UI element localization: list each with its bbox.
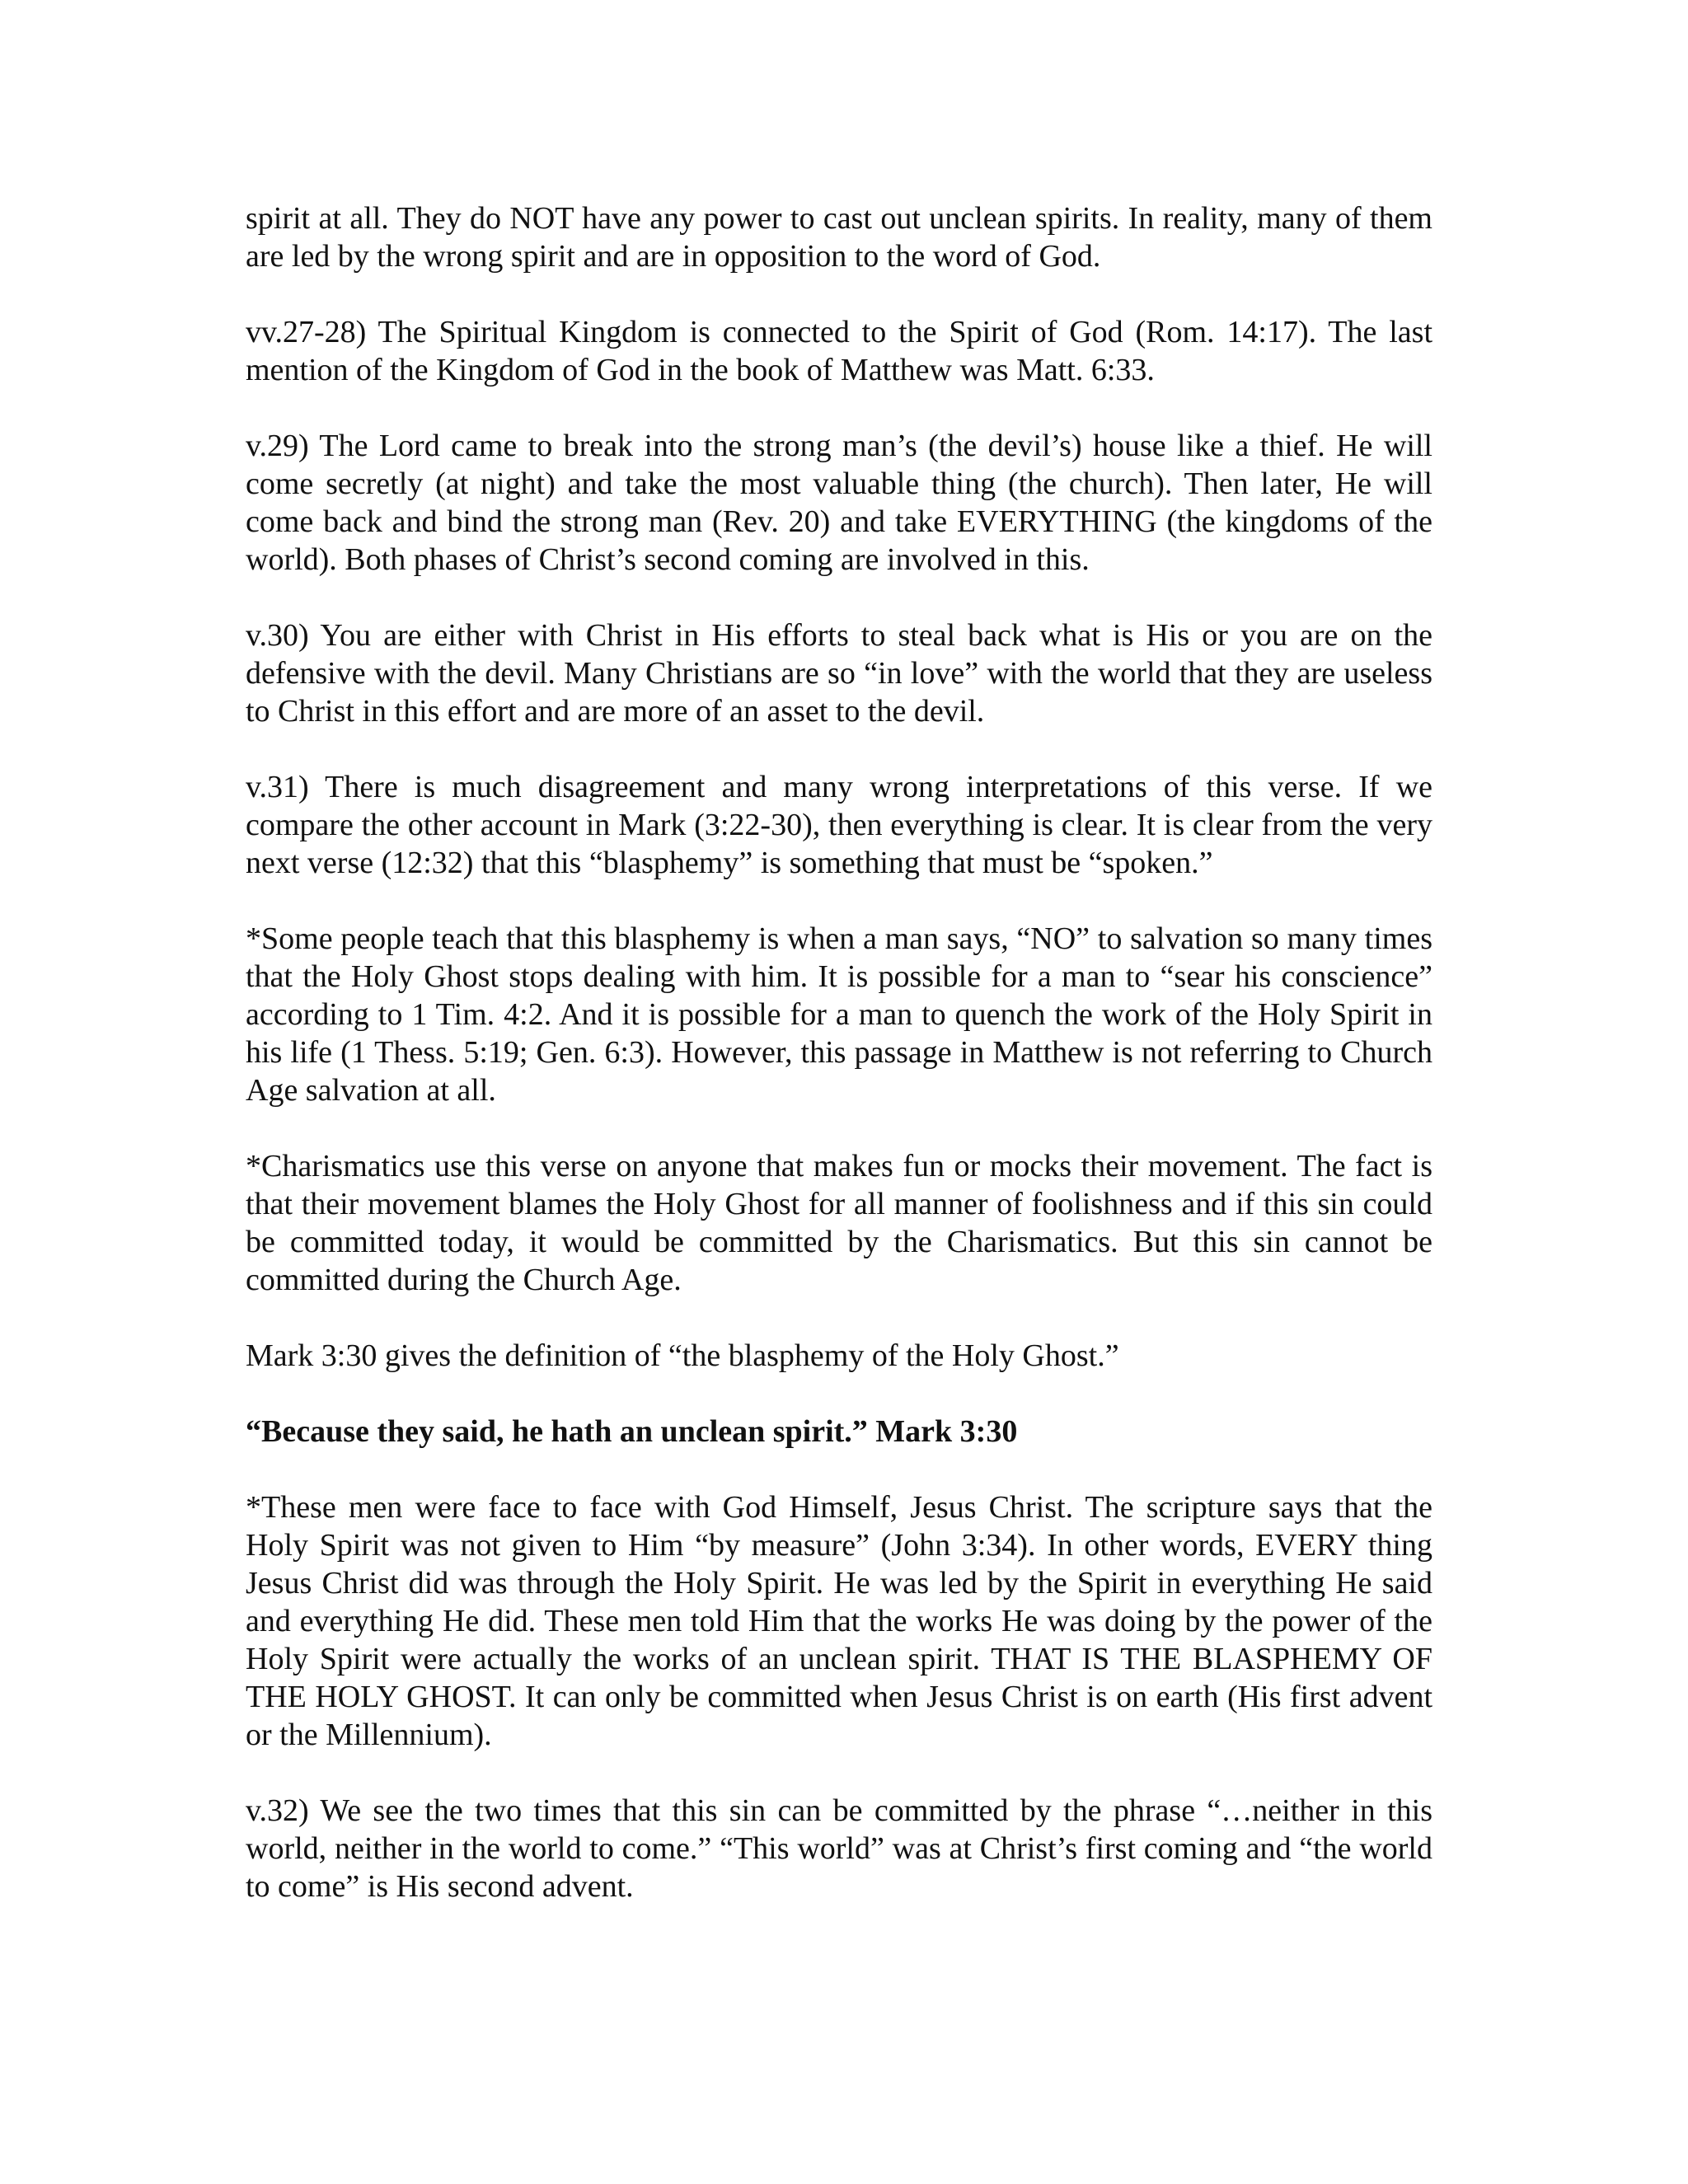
paragraph-spirit-at-all: spirit at all. They do NOT have any power to cast out unclean spirits. In reality, many of them are led by the wrong spirit and are in opposition to the word of God. bbox=[246, 201, 1432, 274]
paragraph-charismatics: *Charismatics use this verse on anyone that makes fun or mocks their movement. The fact is that their movement blames the Holy Ghost for all manner of foolishness and if this sin could be committed today, it would be committed by the Charismatics. But this sin cannot be committed during the Church Age. bbox=[246, 1149, 1432, 1297]
paragraph-v-29: v.29) The Lord came to break into the strong man’s (the devil’s) house like a thief. He will come secretly (at night) and take the most valuable thing (the church). Then later, He will come back and bind the strong man (Rev. 20) and take EVERYTHING (the kingdoms of the world). Both phases of Christ’s second coming are involved in this. bbox=[246, 429, 1432, 577]
paragraph-these-men: *These men were face to face with God Himself, Jesus Christ. The scripture says that the Holy Spirit was not given to Him “by measure” (John 3:34). In other words, EVERY thing Jesus Christ did was through the Holy Spirit. He was led by the Spirit in everything He said and everything He did. These men told Him that the works He was doing by the power of the Holy Spirit were actually the works of an unclean spirit. THAT IS THE BLASPHEMY OF THE HOLY GHOST. It can only be committed when Jesus Christ is on earth (His first advent or the Millennium). bbox=[246, 1490, 1432, 1752]
paragraph-v-30: v.30) You are either with Christ in His efforts to steal back what is His or you are on the defensive with the devil. Many Christians are so “in love” with the world that they are useless to Christ in this effort and are more of an asset to the devil. bbox=[246, 618, 1432, 729]
paragraph-v-32: v.32) We see the two times that this sin can be committed by the phrase “…neither in this world, neither in the world to come.” “This world” was at Christ’s first coming and “the world to come” is His second advent. bbox=[246, 1793, 1432, 1904]
paragraph-vv-27-28: vv.27-28) The Spiritual Kingdom is connected to the Spirit of God (Rom. 14:17). The last mention of the Kingdom of God in the book of Matthew was Matt. 6:33. bbox=[246, 315, 1432, 387]
paragraph-mark-definition: Mark 3:30 gives the definition of “the blasphemy of the Holy Ghost.” bbox=[246, 1338, 1119, 1373]
document-page bbox=[246, 199, 1432, 1943]
paragraph-some-people-teach: *Some people teach that this blasphemy is when a man says, “NO” to salvation so many times that the Holy Ghost stops dealing with him. It is possible for a man to “sear his conscience” according to 1 Tim. 4:2. And it is possible for a man to quench the work of the Holy Spirit in his life (1 Thess. 5:19; Gen. 6:3). However, this passage in Matthew is not referring to Church Age salvation at all. bbox=[246, 921, 1432, 1108]
scripture-quote: “Because they said, he hath an unclean spirit.” Mark 3:30 bbox=[246, 1414, 1018, 1449]
paragraph-v-31: v.31) There is much disagreement and many wrong interpretations of this verse. If we compare the other account in Mark (3:22-30), then everything is clear. It is clear from the very next verse (12:32) that this “blasphemy” is something that must be “spoken.” bbox=[246, 770, 1432, 880]
